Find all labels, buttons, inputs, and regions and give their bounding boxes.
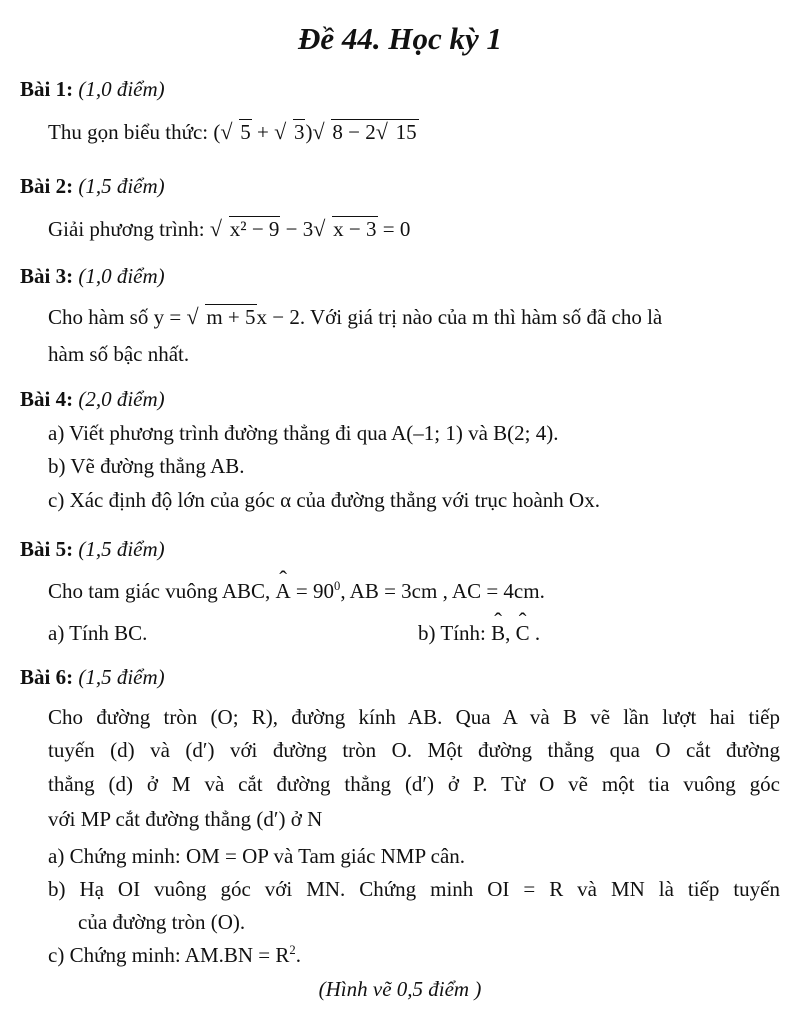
- figure-points-note: (Hình vẽ 0,5 điểm ): [318, 977, 482, 1001]
- problem-3-label: Bài 3:: [20, 264, 74, 288]
- problem-1-text: Thu gọn biểu thức:: [48, 120, 209, 144]
- problem-4-part-a: a) Viết phương trình đường thẳng đi qua A(–1; 1) và B(2; 4).: [48, 421, 559, 445]
- problem-6-para-3: thẳng (d) ở M và cắt đường thẳng (d′) ở P. Từ O vẽ một tia vuông góc: [48, 772, 780, 796]
- problem-2-statement: [48, 216, 410, 242]
- problem-5-heading: [20, 536, 165, 562]
- problem-3-function: y = √ m + 5x − 2: [154, 305, 300, 329]
- sqrt-3: √ 3: [274, 119, 305, 145]
- sqrt-outer: √ 8 − 2√ 15: [312, 119, 418, 145]
- sqrt-5: √ 5: [220, 119, 251, 145]
- problem-2-points: (1,5 điểm): [78, 174, 165, 198]
- problem-6-heading: [20, 664, 165, 690]
- problem-2-label: Bài 2:: [20, 174, 74, 198]
- problem-1-statement: [48, 119, 419, 145]
- problem-1-expression: [213, 120, 418, 144]
- angle-b: ˆ B: [491, 620, 505, 646]
- problem-6-part-a: a) Chứng minh: OM = OP và Tam giác NMP cân.: [48, 844, 466, 868]
- problem-3-heading: [20, 263, 165, 289]
- problem-6-para-1: Cho đường tròn (O; R), đường kính AB. Qua A và B vẽ lần lượt hai tiếp: [48, 705, 780, 729]
- problem-6-label: Bài 6:: [20, 665, 74, 689]
- problem-1-heading: [20, 76, 165, 102]
- problem-4-part-c: c) Xác định độ lớn của góc α của đường thẳng với trục hoành Ox.: [48, 488, 600, 512]
- problem-6-points: (1,5 điểm): [78, 665, 165, 689]
- sqrt-m-5: √ m + 5: [186, 304, 256, 330]
- problem-1-label: Bài 1:: [20, 77, 74, 101]
- problem-6-part-b-cont: của đường tròn (O).: [78, 910, 246, 934]
- exam-title: Đề 44. Học kỳ 1: [297, 21, 503, 56]
- problem-6-part-b: b) Hạ OI vuông góc với MN. Chứng minh OI = R và MN là tiếp tuyến: [48, 877, 780, 901]
- problem-4-part-b: b) Vẽ đường thẳng AB.: [48, 454, 245, 478]
- problem-4-points: (2,0 điểm): [78, 387, 165, 411]
- problem-5-part-a: a) Tính BC.: [48, 621, 148, 645]
- problem-6-para-4: với MP cắt đường thẳng (d′) ở N: [48, 807, 323, 831]
- problem-1-points: (1,0 điểm): [78, 77, 165, 101]
- problem-2-text: Giải phương trình:: [48, 217, 205, 241]
- problem-3-statement: Cho hàm số y = √ m + 5x − 2. Với giá trị nào của m thì hàm số đã cho là: [48, 304, 662, 330]
- problem-5-statement: Cho tam giác vuông ABC, ˆ $A = 90^0$, AB = 3cm , AC = 4cm.: [48, 578, 545, 604]
- problem-2-equation: √ x² − 9 − 3√ x − 3 = 0: [210, 217, 410, 241]
- paren-open: (: [213, 120, 221, 144]
- problem-6-para-2: tuyến (d) và (d′) với đường tròn O. Một đường thẳng qua O cắt đường: [48, 738, 780, 762]
- problem-4-heading: [20, 386, 165, 412]
- sqrt-15: √ 15: [376, 119, 418, 145]
- problem-5-part-b: b) Tính: ˆ B, ˆ C .: [418, 620, 540, 646]
- paren-close: ): [305, 120, 313, 144]
- plus-sign: +: [257, 120, 269, 144]
- problem-5-points: (1,5 điểm): [78, 537, 165, 561]
- problem-3-points: (1,0 điểm): [78, 264, 165, 288]
- problem-5-label: Bài 5:: [20, 537, 74, 561]
- sqrt-x-3: √ x − 3: [313, 216, 377, 242]
- problem-3-line-2: hàm số bậc nhất.: [48, 342, 190, 366]
- angle-c: ˆ C: [516, 620, 530, 646]
- angle-a: ˆ A: [276, 578, 291, 604]
- problem-4-label: Bài 4:: [20, 387, 74, 411]
- problem-2-heading: [20, 173, 165, 199]
- problem-6-part-c: c) Chứng minh: $AM.BN = R^2$.: [48, 943, 301, 967]
- sqrt-x2-9: √ x² − 9: [210, 216, 281, 242]
